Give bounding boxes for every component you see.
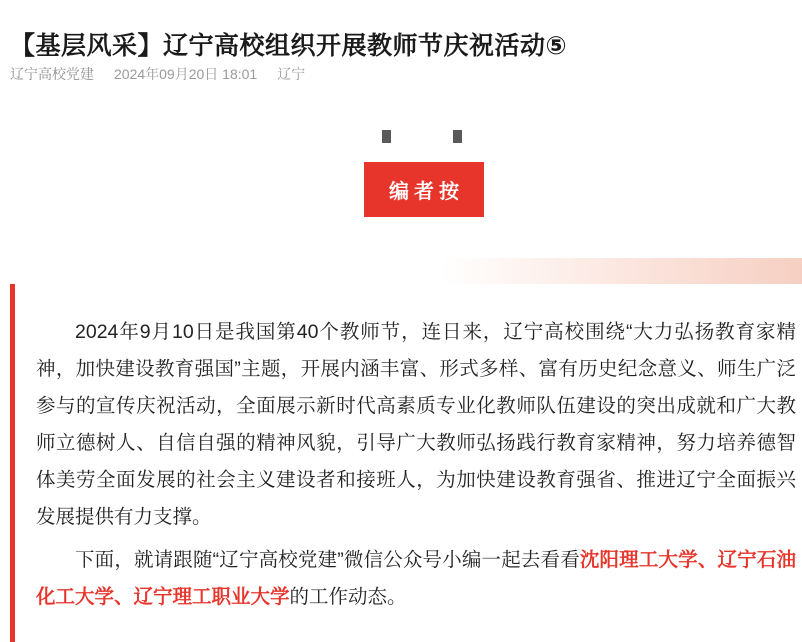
paragraph-2 [36,542,796,616]
meta-datetime: 2024年09月20日 18:01 [114,66,258,82]
accent-bar [10,284,15,642]
gradient-divider [0,258,802,284]
pin-right-icon [453,130,462,143]
editors-note-banner [0,130,802,240]
editors-note-label: 编者按 [389,181,464,203]
article-body [0,284,802,642]
article-body-text [36,314,796,622]
paragraph-2-tail: 的工作动态。 [289,586,407,608]
editors-note-badge [364,162,484,217]
paragraph-2-highlight: 沈阳理工大学、辽宁石油化工大学、辽宁理工职业大学 [36,549,796,608]
article-meta [10,64,305,84]
paragraph-1: 2024年9月10日是我国第40个教师节，连日来，辽宁高校围绕“大力弘扬教育家精神，加快建设教育强国”主题，开展内涵丰富、形式多样、富有历史纪念意义、师生广泛参与的宣传庆祝活动，全面展示新时代高素质专业化教师队伍建设的突出成就和广大教师立德树人、自信自强的精神风貌，引导广大教师弘扬践行教育家精神，努力培养德智体美劳全面发展的社会主义建设者和接班人，为加快建设教育强省、推进辽宁全面振兴发展提供有力支撑。 [36,321,796,528]
paragraph-2-lead: 下面，就请跟随“辽宁高校党建”微信公众号小编一起去看看 [75,549,580,571]
meta-region: 辽宁 [277,66,306,82]
pin-left-icon [382,130,391,143]
page-title: 【基层风采】辽宁高校组织开展教师节庆祝活动⑤ [10,31,568,60]
meta-source[interactable]: 辽宁高校党建 [10,66,94,82]
